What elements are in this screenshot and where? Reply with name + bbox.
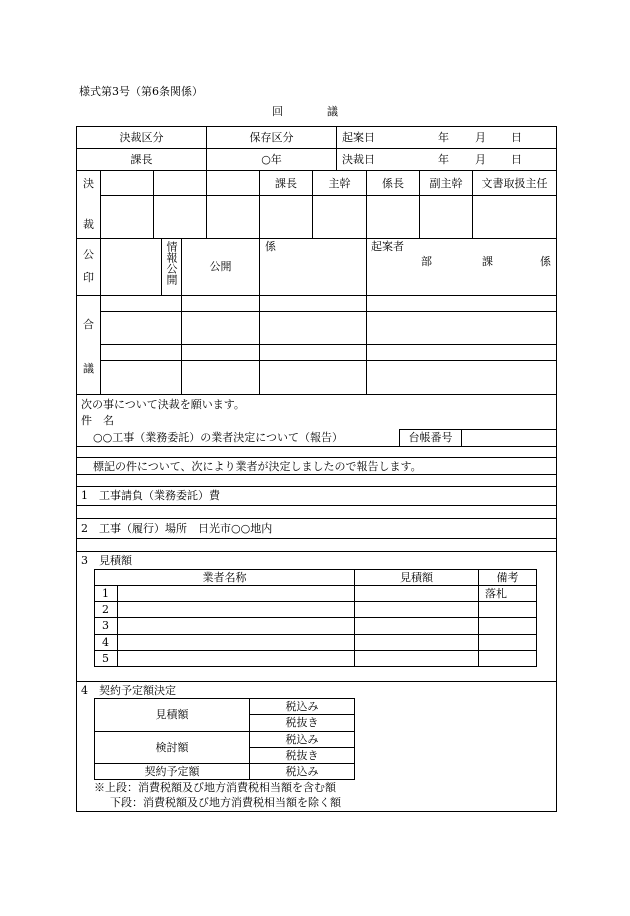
est-header-vendor: 業者名称 [202, 571, 247, 584]
drafted-day: 日 [511, 131, 522, 144]
bu-label: 部 [421, 255, 432, 268]
gougi-h3 [100, 360, 557, 361]
decided-month: 月 [475, 153, 486, 166]
drafted-date-label: 起案日 [342, 131, 375, 144]
est-h3 [94, 617, 537, 618]
item-2: 2 工事（履行）場所 日光市○○地内 [81, 522, 273, 535]
role-kakaricho: 係長 [382, 177, 404, 190]
est-h6 [94, 666, 537, 667]
gougi-h1 [100, 311, 557, 312]
est-row-no: 2 [102, 603, 109, 616]
est-row-no: 3 [102, 619, 109, 632]
info-public-vertical: 情報公開 [165, 241, 178, 285]
decided-date-label: 決裁日 [342, 153, 375, 166]
ct-tax-in: 税込み [285, 700, 319, 713]
body-h9 [76, 681, 557, 682]
frame-bottom [76, 811, 557, 812]
frame-right [556, 126, 557, 812]
est-h1 [94, 585, 537, 586]
body-h1 [76, 446, 557, 447]
body-h3 [76, 474, 557, 475]
ct-h5 [94, 779, 354, 780]
kakari-label: 係 [265, 240, 276, 253]
gougi-vline-label [100, 295, 101, 394]
ct-tax-in: 税込み [285, 733, 319, 746]
kouin-vline-label [100, 238, 101, 295]
kessai-vline-b [206, 170, 207, 238]
est-v4 [536, 569, 537, 667]
drafted-year: 年 [438, 131, 449, 144]
header-bottom [76, 170, 557, 171]
retention-class-label: 保存区分 [249, 131, 294, 144]
header-row-divider [76, 148, 557, 149]
kessai-label-top: 決 [83, 177, 94, 190]
body-h2 [76, 457, 557, 458]
ledger-top [399, 429, 557, 430]
body-h4 [76, 486, 557, 487]
kakari2-label: 係 [540, 255, 551, 268]
public-value: 公開 [209, 260, 232, 273]
ct-v2 [354, 698, 355, 780]
subject-label: 件 名 [81, 414, 114, 427]
ct-review-label: 検討額 [155, 741, 189, 754]
est-row-no: 5 [102, 652, 109, 665]
retention-value: ○年 [261, 153, 282, 166]
kouin-vline-d [366, 238, 367, 295]
role-fukushukan: 副主幹 [429, 177, 463, 190]
item-4: 4 契約予定額決定 [81, 684, 176, 697]
decided-day: 日 [511, 153, 522, 166]
est-row-no: 4 [102, 636, 109, 649]
role-bunsho: 文書取扱主任 [481, 177, 548, 190]
form-number: 様式第3号（第6条関係） [79, 85, 203, 98]
est-h0 [94, 569, 537, 570]
gougi-vline-b [259, 295, 260, 394]
frame-left [76, 126, 77, 812]
ct-h3 [249, 747, 354, 748]
kessai-label-bottom: 裁 [83, 218, 94, 231]
request-line: 次の事について決裁を願います。 [81, 398, 245, 411]
note-2: 下段：消費税額及び地方消費税相当額を除く額 [110, 796, 341, 809]
ct-h1 [249, 714, 354, 715]
est-header-note: 備考 [496, 571, 519, 584]
ct-tax-in: 税込み [285, 765, 319, 778]
est-h2 [94, 601, 537, 602]
ct-estimate-label: 見積額 [155, 708, 189, 721]
ct-h0 [94, 698, 354, 699]
gougi-label-top: 合 [83, 318, 94, 331]
frame-top [76, 126, 557, 127]
kessai-vline-label [100, 170, 101, 238]
ledger-no-label: 台帳番号 [408, 431, 453, 444]
kouin-vline-a [161, 238, 162, 295]
body-h7 [76, 538, 557, 539]
kessai-bottom [76, 238, 557, 239]
ct-h2 [94, 731, 354, 732]
est-row-no: 1 [102, 587, 109, 600]
ct-h4 [94, 763, 354, 764]
kouin-vline-c [259, 238, 260, 295]
decided-year: 年 [438, 153, 449, 166]
kouin-label-top: 公 [83, 248, 94, 261]
ct-tax-out: 税抜き [285, 716, 319, 729]
ct-planned-label: 契約予定額 [144, 765, 200, 778]
ledger-vline-mid [461, 429, 462, 446]
item-3: 3 見積額 [81, 554, 132, 567]
document-title: 回 議 [272, 105, 338, 118]
report-line: 標記の件について、次により業者が決定しましたので報告します。 [93, 460, 422, 473]
item-1: 1 工事請負（業務委託）費 [81, 489, 220, 502]
kacho-decision-value: 課長 [130, 153, 153, 166]
role-kacho: 課長 [275, 177, 297, 190]
gougi-vline-a [181, 295, 182, 394]
decision-class-label: 決裁区分 [119, 131, 164, 144]
est-header-amount: 見積額 [400, 571, 433, 584]
gougi-bottom [76, 394, 557, 395]
body-h6 [76, 518, 557, 519]
kouin-label-bottom: 印 [83, 271, 94, 284]
est-v1 [117, 585, 118, 667]
role-shukan: 主幹 [328, 177, 351, 190]
subject-value: ○○工事（業務委託）の業者決定について（報告） [93, 431, 343, 444]
est-h4 [94, 634, 537, 635]
est-h5 [94, 650, 537, 651]
gougi-vline-c [366, 295, 367, 394]
ct-tax-out: 税抜き [285, 749, 319, 762]
body-h5 [76, 505, 557, 506]
ka-label: 課 [482, 255, 493, 268]
drafter-label: 起案者 [371, 240, 404, 253]
body-h8 [76, 551, 557, 552]
est-row-note: 落札 [485, 587, 507, 600]
kouin-bottom [76, 295, 557, 296]
gougi-label-bottom: 議 [83, 362, 94, 375]
kessai-vline-a [153, 170, 154, 238]
kessai-divider [100, 195, 557, 196]
note-1: ※上段：消費税額及び地方消費税相当額を含む額 [94, 781, 336, 794]
drafted-month: 月 [475, 131, 486, 144]
header-vline-2 [336, 126, 337, 170]
gougi-h2 [100, 344, 557, 345]
